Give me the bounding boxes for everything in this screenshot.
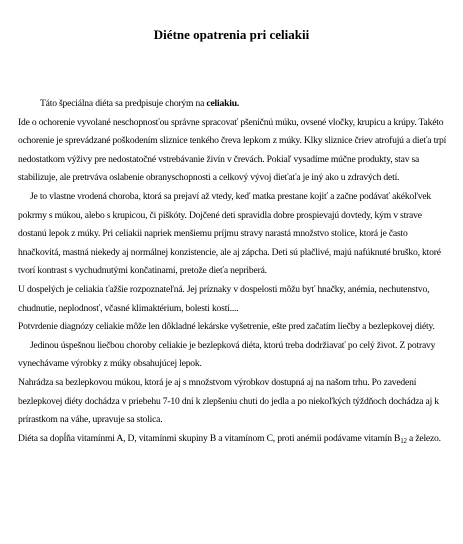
paragraph-substitution: Nahrádza sa bezlepkovou múkou, ktorá je aj s množstvom výrobkov dostupná aj na našom trhu. Po zavedení bezlepkovej diéty dochádza v priebehu 7-10 dní k zlepšeniu chuti do jedla a po niekoľkých týždňoch dochádza aj k prírastkom na váhe, upravuje sa stolica. [18,376,439,426]
intro-paragraph [18,95,450,114]
paragraph-treatment: Jedinou úspešnou liečbou choroby celiakie je bezlepková diéta, ktorú treba dodržiavať po celý život. Z potravy vynechávame výrobky z múky obsahujúcej lepok. [18,339,436,370]
paragraph-description: Ide o ochorenie vyvolané neschopnosťou správne spracovať pšeničnú múku, ovsené vločky, krupicu a krúpy. Takéto ochorenie je sprevádzané poškodením sliznice tenkého čreva lepkom z múky. Klky sliznice čriev atrofujú a dieťa trpí nedostatkom výživy pre nedostatočné vstrebávanie živín v črevách. Pokiaľ vysadíme múčne produkty, stav sa stabilizuje, ale pretrváva oslabenie obranyschopnosti a celkový vývoj dieťaťa je iný ako u zdravých detí. [18,116,447,184]
paragraph-diagnosis: Potvrdenie diagnózy celiakie môže len dôkladné lekárske vyšetrenie, ešte pred začatím liečby a bezlepkovej diéty. [18,321,435,333]
intro-text: Táto špeciálna diéta sa predpisuje chorým na [40,98,207,109]
paragraph-congenital: Je to vlastne vrodená choroba, ktorá sa prejaví až vtedy, keď matka prestane kojiť a začne podávať akékoľvek pokrmy s múkou, alebo s krupicou, či piškóty. Dojčené deti spravidla dobre prospievajú dovtedy, kým v strave dostanú lepok z múky. Pri celiakii napriek menšiemu príjmu stravy narastá množstvo stolice, ktorá je často hnačkovitá, mastná niekedy aj normálnej konzistencie, ale aj zápcha. Deti sú plačlivé, majú nafúknuté bruško, ktoré tvorí kontrast s vychudnutými končatinami, pretože dieťa nepriberá. [18,190,441,277]
paragraph-vitamins [18,430,450,449]
vitamins-tail: a železo. [406,432,441,444]
intro-bold-term: celiakiu. [206,98,240,109]
vitamins-text: Diéta sa dopĺňa vitamínmi A, D, vitamínmi skupiny B a vitamínom C, proti anémii podávame vitamín B [18,432,401,444]
vitamin-subscript: 12 [400,436,407,445]
paragraph-adults: U dospelých je celiakia ťažšie rozpoznateľná. Jej príznaky v dospelosti môžu byť hnačky, anémia, nechutenstvo, chudnutie, neplodnosť, včasné klimaktérium, bolesti kostí.... [18,283,430,314]
document-title: Diétne opatrenia pri celiakii [153,27,310,42]
document-body [18,95,450,448]
